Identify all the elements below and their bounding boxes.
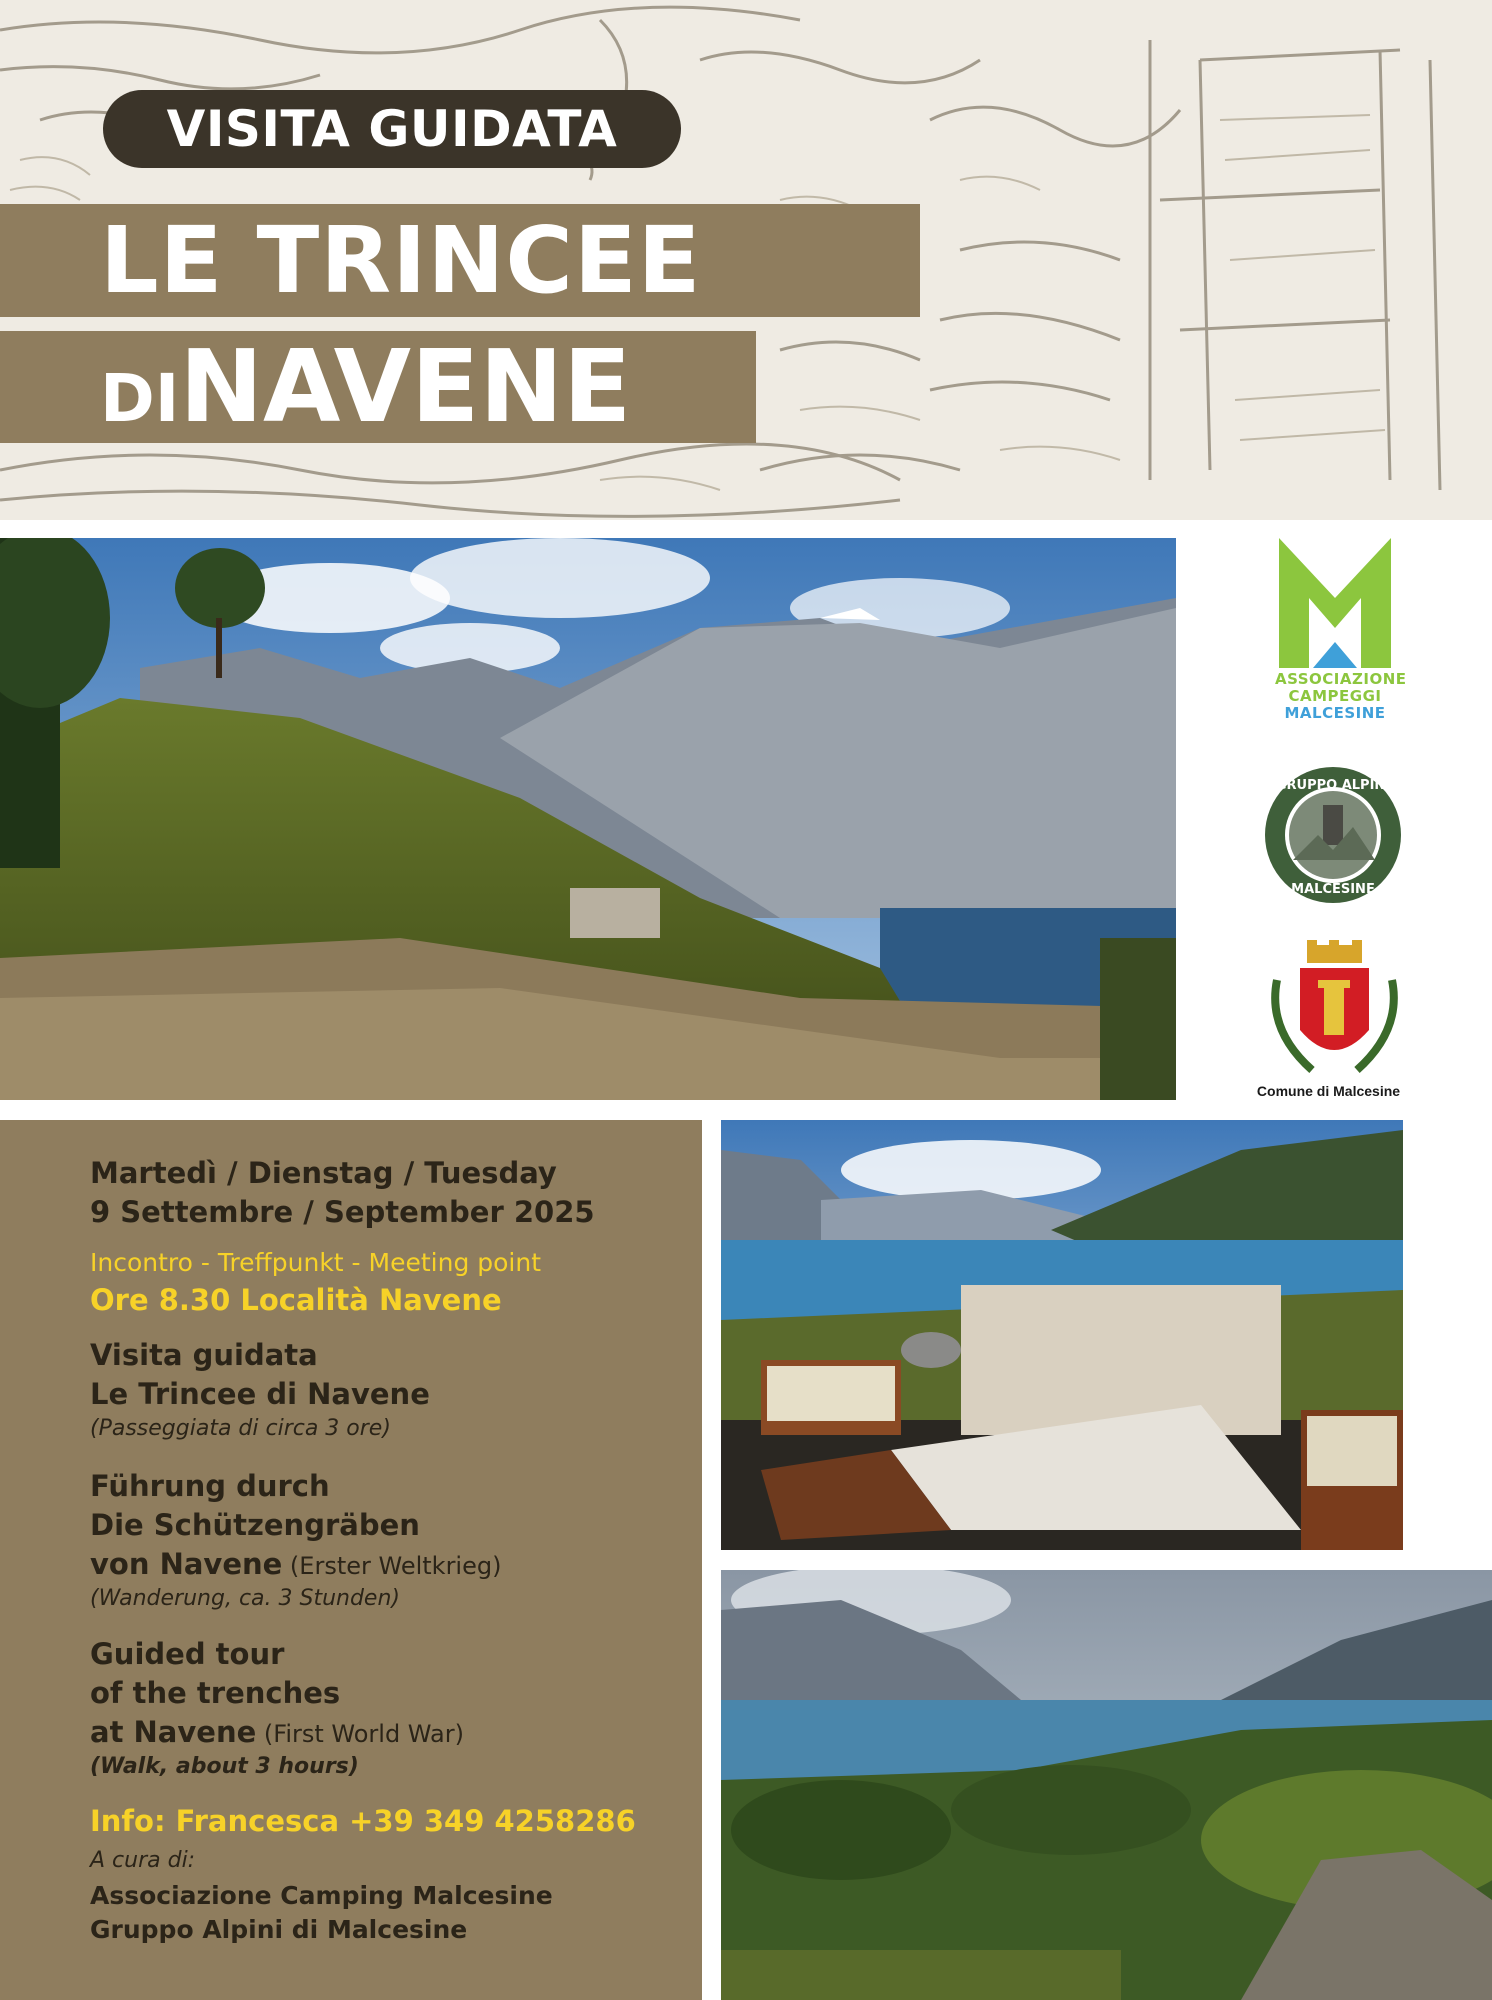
de-title-2: Die Schützengräben xyxy=(90,1508,420,1542)
it-title-1: Visita guidata xyxy=(90,1338,318,1372)
en-title-3-extra: (First World War) xyxy=(256,1720,464,1748)
en-title-3 xyxy=(90,1713,464,1753)
asso-campeggi-icon xyxy=(1275,538,1395,668)
mountain-lake-photo-main xyxy=(0,538,1176,1100)
trench-memorial-photo xyxy=(721,1120,1403,1550)
de-title-3-extra: (Erster Weltkrieg) xyxy=(282,1552,502,1580)
de-title-3 xyxy=(90,1545,501,1583)
comune-crest-icon xyxy=(1262,940,1407,1080)
alpini-logo-bottom-text: MALCESINE xyxy=(1291,882,1375,897)
comune-crest xyxy=(1262,940,1407,1100)
alpini-logo-top-text: GRUPPO ALPINI xyxy=(1275,778,1391,793)
organizer-1: Associazione Camping Malcesine xyxy=(90,1881,553,1910)
gruppo-alpini-icon xyxy=(1263,765,1403,905)
event-date: 9 Settembre / September 2025 xyxy=(90,1195,595,1229)
de-title-1: Führung durch xyxy=(90,1469,330,1503)
de-note: (Wanderung, ca. 3 Stunden) xyxy=(90,1586,400,1611)
asso-logo-line3: MALCESINE xyxy=(1284,704,1386,722)
meeting-label: Incontro - Treffpunkt - Meeting point xyxy=(90,1248,542,1277)
comune-caption: Comune di Malcesine xyxy=(1256,1083,1401,1099)
title-navene: NAVENE xyxy=(179,328,632,445)
meeting-time: Ore 8.30 Località Navene xyxy=(90,1283,502,1317)
contact-info: Info: Francesca +39 349 4258286 xyxy=(90,1804,636,1838)
badge-visita-guidata: VISITA GUIDATA xyxy=(103,90,681,168)
en-note: (Walk, about 3 hours) xyxy=(90,1754,359,1779)
event-day: Martedì / Dienstag / Tuesday xyxy=(90,1156,557,1190)
it-note: (Passeggiata di circa 3 ore) xyxy=(90,1416,391,1441)
gruppo-alpini-logo xyxy=(1263,765,1403,905)
page-title-line2 xyxy=(100,328,632,445)
curated-by-label: A cura di: xyxy=(90,1848,196,1873)
de-title-3-main: von Navene xyxy=(90,1547,283,1581)
en-title-3-main: at Navene xyxy=(90,1715,257,1749)
en-title-2: of the trenches xyxy=(90,1676,341,1710)
page-title-line1: LE TRINCEE xyxy=(100,207,702,314)
lake-view-photo xyxy=(721,1570,1492,2000)
title-di: DI xyxy=(100,360,180,437)
asso-campeggi-logo xyxy=(1275,538,1407,738)
asso-logo-line1: ASSOCIAZIONE xyxy=(1275,670,1407,688)
en-title-1: Guided tour xyxy=(90,1637,285,1671)
asso-logo-line2: CAMPEGGI xyxy=(1288,687,1382,705)
it-title-2: Le Trincee di Navene xyxy=(90,1377,430,1411)
organizer-2: Gruppo Alpini di Malcesine xyxy=(90,1915,468,1944)
